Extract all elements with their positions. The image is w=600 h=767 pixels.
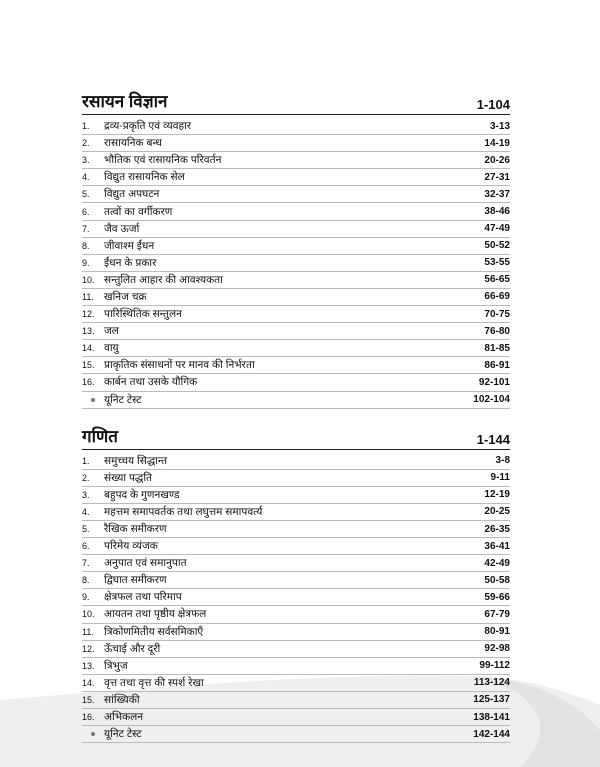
toc-section [82,90,510,409]
toc-entry[interactable] [82,692,510,709]
entry-number: 10. [82,609,95,620]
entry-page-range: 20-25 [484,506,510,518]
entry-page-range: 81-85 [484,342,510,354]
toc-entry[interactable] [82,709,510,726]
entry-page-range: 9-11 [490,472,510,484]
toc-entry[interactable] [82,357,510,374]
entry-number: 6. [82,206,90,217]
entry-title: जैव ऊर्जा [104,222,140,235]
entry-page-range: 56-65 [484,274,510,286]
toc-entry[interactable] [82,572,510,589]
toc-entry[interactable] [82,255,510,272]
entry-number: 10. [82,274,95,285]
toc-entry[interactable] [82,238,510,255]
entry-number: 1. [82,121,90,132]
entry-number: 14. [82,677,95,688]
section-title: रसायन विज्ञान [82,92,168,111]
entry-page-range: 50-52 [484,240,510,252]
entry-number: 8. [82,575,90,586]
toc-section [82,425,510,744]
entry-page-range: 80-91 [484,626,510,638]
unit-test-entry[interactable] [82,726,510,743]
toc-entry[interactable] [82,555,510,572]
toc-entry[interactable] [82,658,510,675]
entry-page-range: 138-141 [473,711,510,723]
entry-title: रासायनिक बन्ध [104,137,162,150]
entry-number: 15. [82,360,95,371]
entry-number: 5. [82,524,90,535]
entry-title: द्रव्य-प्रकृति एवं व्यवहार [104,120,192,133]
entry-title: महत्तम समापवर्तक तथा लघुत्तम समापवर्त्य [104,505,263,518]
bullet-icon [82,392,104,408]
unit-test-entry[interactable] [82,392,510,409]
unit-test-page-range: 102-104 [473,394,510,406]
toc-entry[interactable] [82,118,510,135]
entry-title: सन्तुलित आहार की आवश्यकता [104,273,223,286]
entry-title: क्षेत्रफल तथा परिमाप [104,591,182,604]
entry-title: ऊँचाई और दूरी [104,642,161,655]
section-page-range: 1-144 [476,431,510,447]
toc-entry[interactable] [82,470,510,487]
entry-title: समुच्चय सिद्धान्त [104,454,168,467]
entry-number: 12. [82,309,95,320]
entry-page-range: 99-112 [479,660,510,672]
entry-number: 1. [82,455,90,466]
unit-test-title: यूनिट टेस्ट [104,393,142,406]
section-page-range: 1-104 [476,97,510,112]
entry-title: वृत्त तथा वृत्त की स्पर्श रेखा [104,676,204,689]
entry-number: 14. [82,343,95,354]
entry-number: 15. [82,694,95,705]
unit-test-page-range: 142-144 [473,728,510,740]
entry-number: 13. [82,326,95,337]
toc-entry[interactable] [82,624,510,641]
section-header [82,90,510,115]
entry-title: त्रिकोणमितीय सर्वसमिकाएँ [104,625,204,638]
entry-title: सांख्यिकी [104,693,140,706]
entry-number: 2. [82,138,90,149]
toc-entry[interactable] [82,538,510,555]
entry-page-range: 86-91 [484,359,510,371]
entry-number: 13. [82,660,95,671]
entry-number: 4. [82,172,90,183]
entry-page-range: 20-26 [484,154,510,166]
entry-title: वायु [104,342,119,355]
entry-page-range: 12-19 [484,489,510,501]
toc-entry[interactable] [82,453,510,470]
entry-title: ईंधन के प्रकार [104,256,157,269]
entry-page-range: 3-13 [489,120,510,132]
entry-number: 16. [82,377,95,388]
entry-number: 9. [82,592,90,603]
entry-title: संख्या पद्धति [104,471,153,484]
entry-title: द्विघात समीकरण [104,574,167,587]
entry-number: 3. [82,489,90,500]
entry-page-range: 50-58 [484,574,510,586]
entry-page-range: 32-37 [484,188,510,200]
toc-entry[interactable] [82,152,510,169]
section-header [82,425,510,450]
toc-entry[interactable] [82,606,510,623]
entry-number: 6. [82,541,90,552]
entry-title: खनिज चक्र [104,290,147,303]
entry-page-range: 26-35 [484,523,510,535]
entry-number: 11. [82,626,94,637]
toc-entry[interactable] [82,675,510,692]
toc-entry[interactable] [82,340,510,357]
entry-page-range: 14-19 [484,137,510,149]
bullet-icon [82,726,104,742]
entry-page-range: 27-31 [484,171,510,183]
toc-entry[interactable] [82,186,510,203]
entry-page-range: 70-75 [484,308,510,320]
entry-page-range: 125-137 [473,694,510,706]
entry-number: 7. [82,558,90,569]
entry-number: 16. [82,712,95,723]
entry-page-range: 67-79 [484,608,510,620]
toc-entry[interactable] [82,272,510,289]
entry-page-range: 53-55 [484,257,510,269]
entry-title: विद्युत रासायनिक सेल [104,171,185,184]
entry-title: आयतन तथा पृष्ठीय क्षेत्रफल [104,608,207,621]
entry-title: पारिस्थितिक सन्तुलन [104,308,182,321]
entry-title: विद्युत अपघटन [104,188,160,201]
toc-entry[interactable] [82,289,510,306]
table-of-contents [82,90,510,743]
entry-number: 2. [82,472,90,483]
entry-page-range: 66-69 [484,291,510,303]
entry-number: 11. [82,291,94,302]
entry-title: रैखिक समीकरण [104,523,167,536]
toc-entry[interactable] [82,203,510,220]
toc-entry[interactable] [82,221,510,238]
toc-entry[interactable] [82,374,510,391]
entry-page-range: 38-46 [484,206,510,218]
entry-number: 9. [82,257,90,268]
entry-number: 12. [82,643,95,654]
toc-entry[interactable] [82,323,510,340]
toc-entry[interactable] [82,641,510,658]
entry-page-range: 3-8 [495,455,510,467]
entry-title: बहुपद के गुणनखण्ड [104,488,180,501]
entry-title: जीवाश्म ईंधन [104,239,155,252]
entry-title: तत्वों का वर्गीकरण [104,205,173,218]
toc-entry[interactable] [82,135,510,152]
entry-number: 8. [82,240,90,251]
toc-entry[interactable] [82,589,510,606]
entry-number: 7. [82,223,90,234]
toc-entry[interactable] [82,306,510,323]
section-title: गणित [82,426,118,446]
entry-title: प्राकृतिक संसाधनों पर मानव की निर्भरता [104,359,255,372]
entry-title: कार्बन तथा उसके यौगिक [104,376,198,389]
entry-page-range: 59-66 [484,591,510,603]
entry-page-range: 92-101 [478,376,510,388]
entry-page-range: 36-41 [484,540,510,552]
toc-entry[interactable] [82,169,510,186]
toc-entry[interactable] [82,504,510,521]
entry-number: 5. [82,189,90,200]
entry-number: 4. [82,506,90,517]
entry-page-range: 47-49 [484,223,510,235]
entry-title: त्रिभुज [104,659,128,672]
entry-title: अनुपात एवं समानुपात [104,557,187,570]
toc-entry[interactable] [82,487,510,504]
entry-title: भौतिक एवं रासायनिक परिवर्तन [104,154,222,167]
entry-title: अभिकलन [104,711,144,724]
entry-page-range: 92-98 [484,643,510,655]
entry-number: 3. [82,155,90,166]
entry-title: जल [104,325,119,338]
entry-page-range: 42-49 [484,557,510,569]
entry-page-range: 113-124 [473,677,510,689]
entry-page-range: 76-80 [484,325,510,337]
unit-test-title: यूनिट टेस्ट [104,728,142,741]
toc-entry[interactable] [82,521,510,538]
entry-title: परिमेय व्यंजक [104,540,158,553]
